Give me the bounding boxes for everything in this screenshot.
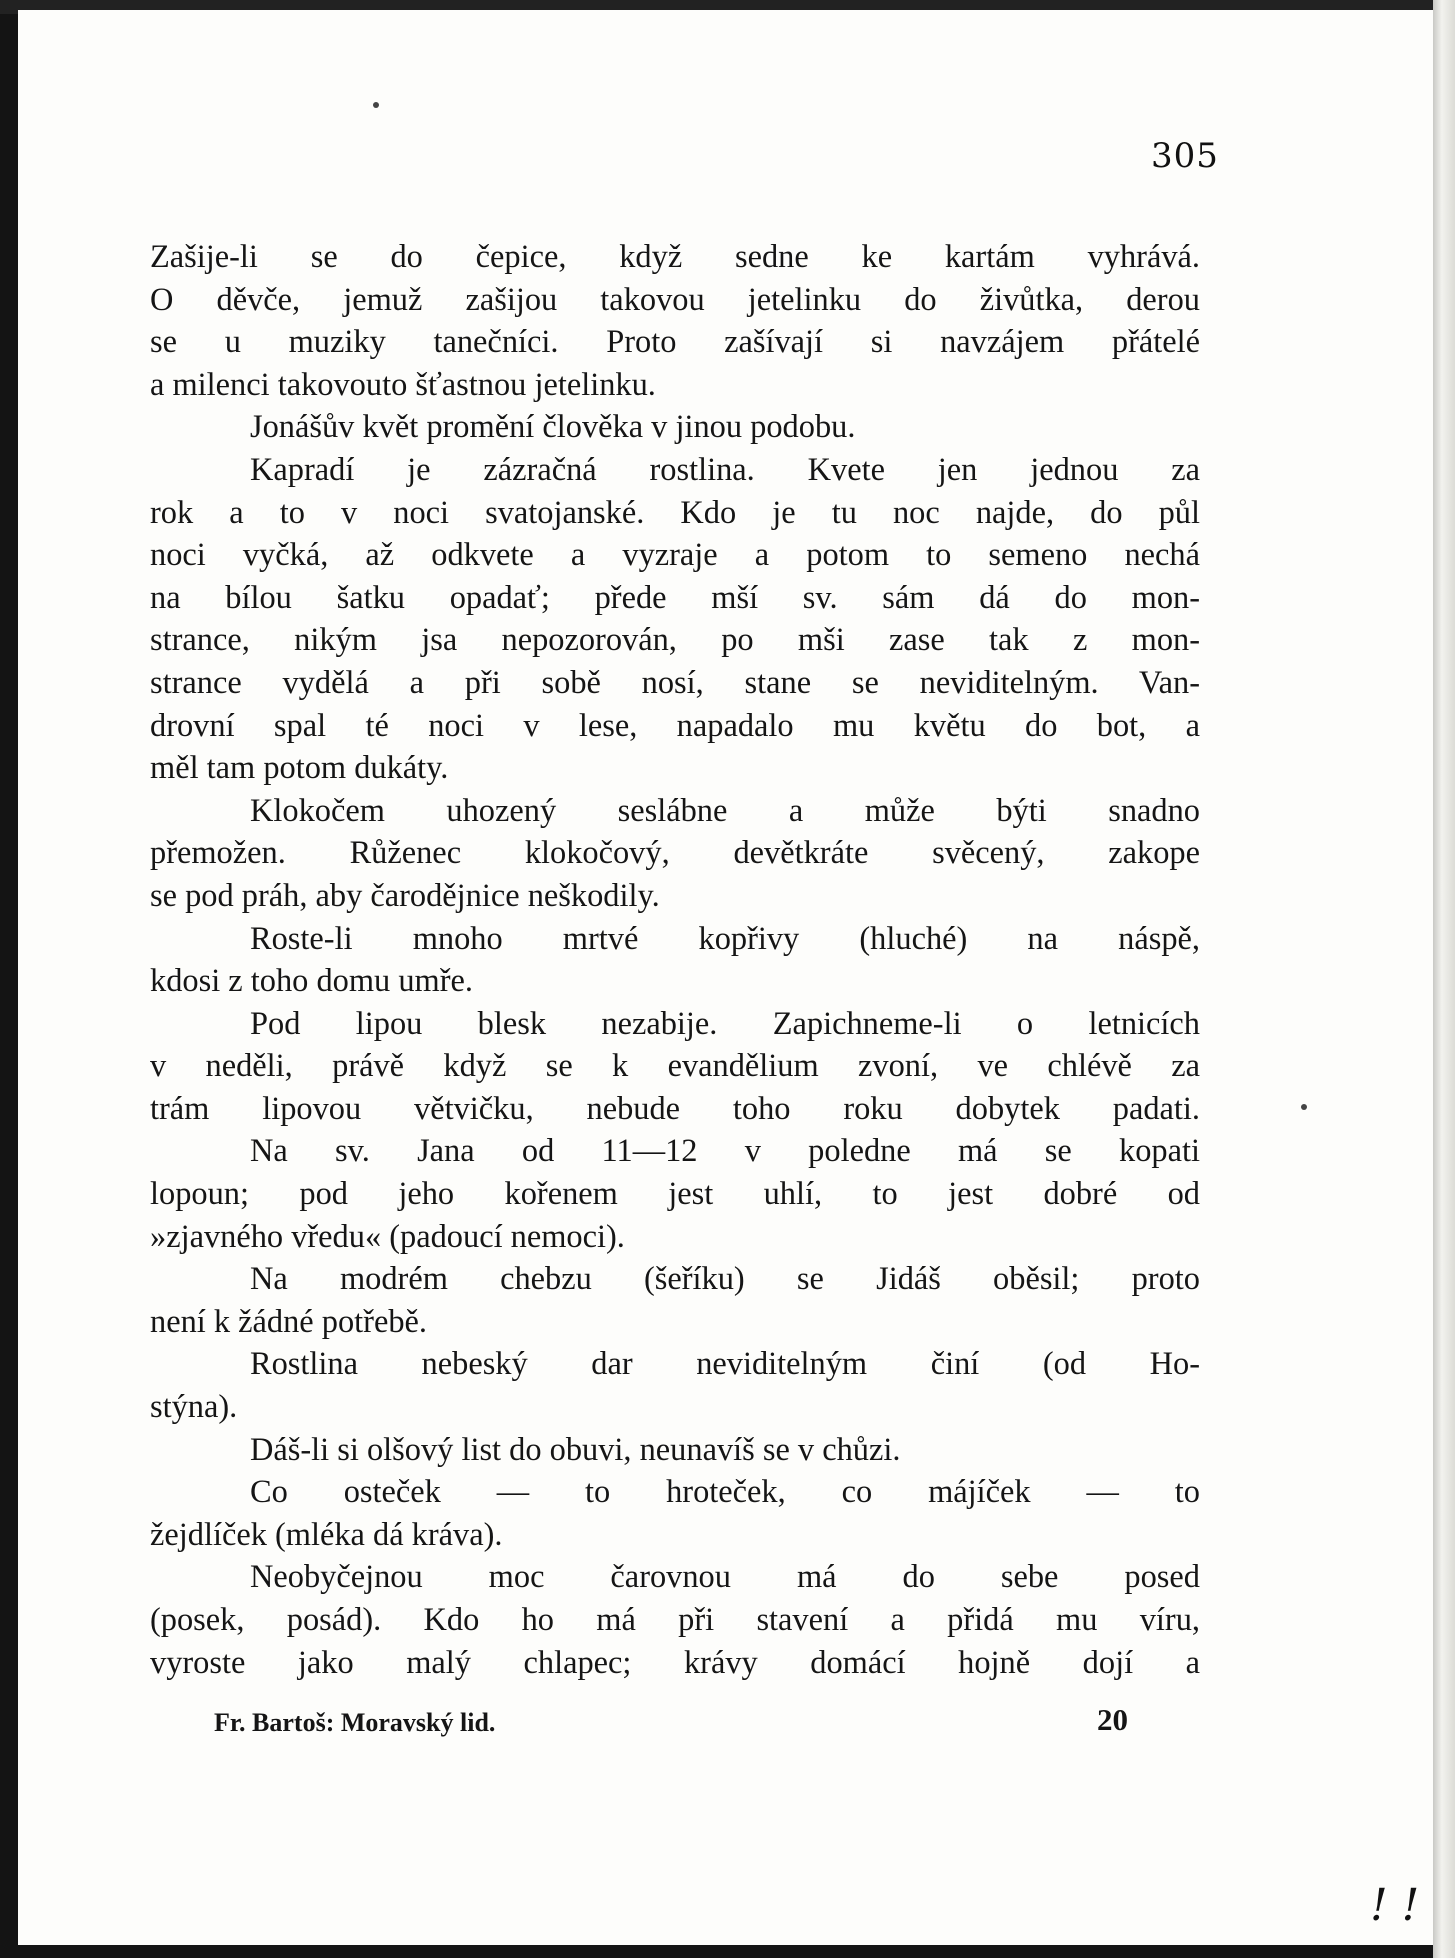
text-line: Na sv. Jana od 11—12 v poledne má se kopati [250,1133,1200,1170]
text-line: Co osteček — to hroteček, co májíček — to [250,1474,1200,1511]
body-text [150,236,1200,1684]
text-line: strance vydělá a při sobě nosí, stane se neviditelným. Van- [150,664,1200,701]
text-line: v neděli, právě když se k evandělium zvoní, ve chlévě za [150,1048,1200,1085]
text-line: (posek, posád). Kdo ho má při stavení a přidá mu víru, [150,1602,1200,1638]
text-line: Rostlina nebeský dar neviditelným činí (od Ho- [250,1346,1200,1383]
text-line: měl tam potom dukáty. [150,750,449,787]
margin-mark: ! ! [1370,1880,1420,1931]
footer-signature: Fr. Bartoš: Moravský lid. [214,1708,496,1737]
scan-right-edge [1433,0,1455,1958]
text-line: trám lipovou větvičku, nebude toho roku dobytek padati. [150,1090,1200,1127]
text-line: »zjavného vředu« (padoucí nemoci). [150,1218,625,1255]
text-line: stýna). [150,1389,238,1426]
text-line: lopoun; pod jeho kořenem jest uhlí, to jest dobré od [150,1176,1200,1213]
text-line: rok a to v noci svatojanské. Kdo je tu noc najde, do půl [150,494,1200,531]
text-line: Pod lipou blesk nezabije. Zapichneme-li o letnicích [250,1005,1200,1042]
text-line: a milenci takovouto šťastnou jetelinku. [150,366,656,403]
text-line: není k žádné potřebě. [150,1303,427,1340]
text-line: noci vyčká, až odkvete a vyzraje a potom to semeno nechá [150,537,1200,574]
speck-dot [1301,1104,1307,1110]
text-line: kdosi z toho domu umře. [150,963,473,1000]
text-line: Roste-li mnoho mrtvé kopřivy (hluché) na náspě, [250,920,1200,957]
text-line: vyroste jako malý chlapec; krávy domácí hojně dojí a [150,1644,1200,1681]
text-line: se pod práh, aby čarodějnice neškodily. [150,877,660,914]
text-line: se u muziky tanečníci. Proto zašívají si navzájem přátelé [150,324,1200,361]
page-number: 305 [1151,136,1219,176]
text-line: drovní spal té noci v lese, napadalo mu květu do bot, a [150,707,1200,744]
footer-sheet-number: 20 [1097,1702,1128,1737]
book-page [18,10,1433,1945]
speck-dot [373,102,379,108]
text-line: strance, nikým jsa nepozorován, po mši zase tak z mon- [150,622,1200,659]
text-line: Dáš-li si olšový list do obuvi, neunavíš se v chůzi. [250,1431,901,1468]
text-line: Jonášův květ promění člověka v jinou podobu. [250,409,856,446]
text-line: Na modrém chebzu (šeříku) se Jidáš oběsil; proto [250,1261,1200,1298]
text-line: přemožen. Růženec klokočový, devětkráte svěcený, zakope [150,835,1200,872]
text-line: Kapradí je zázračná rostlina. Kvete jen jednou za [250,451,1200,488]
text-line: O děvče, jemuž zašijou takovou jetelinku do živůtka, derou [150,281,1200,318]
text-line: na bílou šatku opadať; přede mší sv. sám dá do mon- [150,579,1200,616]
text-line: žejdlíček (mléka dá kráva). [150,1516,503,1553]
text-line: Neobyčejnou moc čarovnou má do sebe posed [250,1559,1200,1596]
text-line: Zašije-li se do čepice, když sedne ke kartám vyhrává. [150,239,1200,275]
text-line: Klokočem uhozený seslábne a může býti snadno [250,792,1200,829]
